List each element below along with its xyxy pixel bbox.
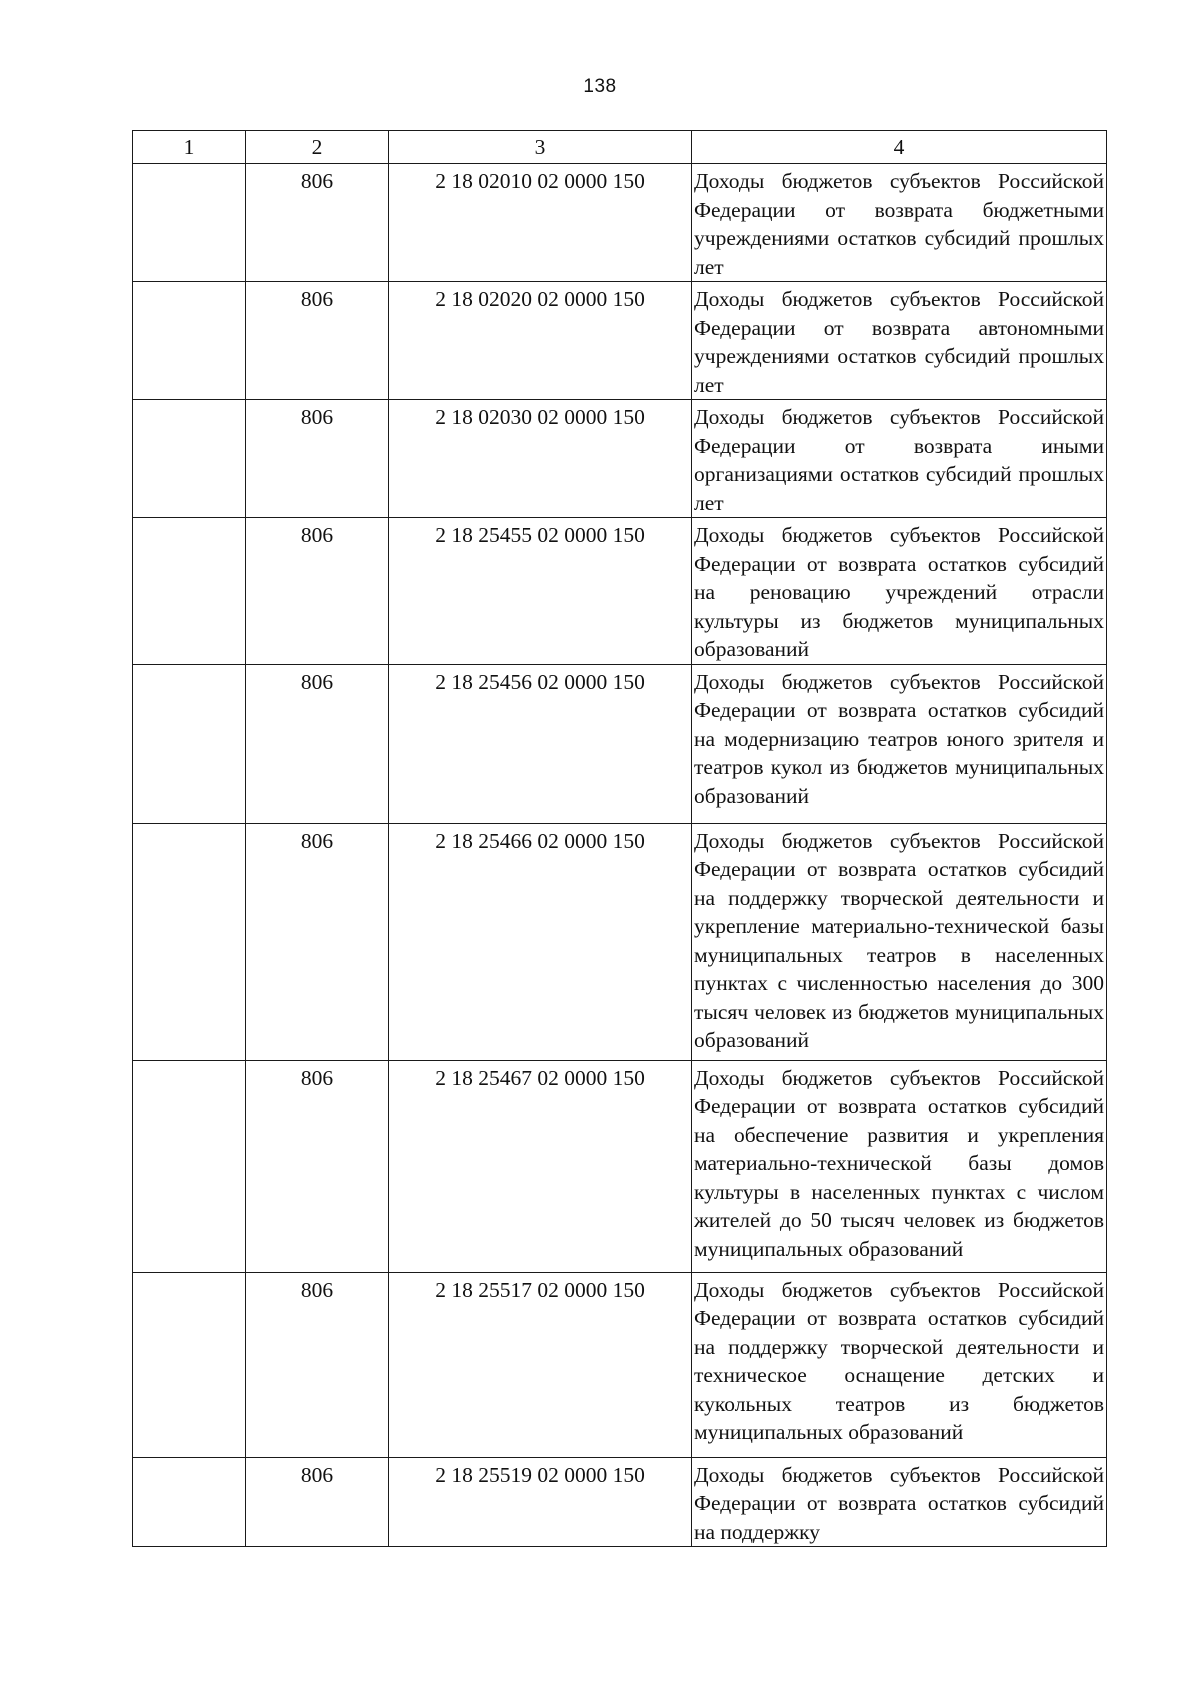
header-col-3: 3 (389, 131, 692, 164)
income-code-cell: 2 18 25467 02 0000 150 (389, 1060, 692, 1272)
income-code-cell: 2 18 25455 02 0000 150 (389, 518, 692, 665)
income-code-cell: 2 18 25466 02 0000 150 (389, 823, 692, 1060)
description-cell: Доходы бюджетов субъектов Российской Федерации от возврата остатков субсидий на обеспечение развития и укрепления материально-технической базы домов культуры в населенных пунктах с числом жителей до 50 тысяч человек из бюджетов муниципальных образований (692, 1060, 1107, 1272)
budget-income-table (132, 130, 1107, 1547)
admin-code-cell: 806 (246, 164, 389, 282)
table-row (133, 664, 1107, 823)
table-row (133, 1457, 1107, 1547)
table-row (133, 518, 1107, 665)
admin-code-cell: 806 (246, 1272, 389, 1457)
cell-col1 (133, 823, 246, 1060)
page-number: 138 (583, 76, 617, 97)
admin-code-cell: 806 (246, 400, 389, 518)
cell-col1 (133, 1060, 246, 1272)
table-row (133, 282, 1107, 400)
cell-col1 (133, 400, 246, 518)
cell-col1 (133, 518, 246, 665)
cell-col1 (133, 282, 246, 400)
admin-code-cell: 806 (246, 823, 389, 1060)
description-cell: Доходы бюджетов субъектов Российской Федерации от возврата остатков субсидий на поддержку творческой деятельности и техническое оснащение детских и кукольных театров из бюджетов муниципальных образований (692, 1272, 1107, 1457)
table-row (133, 164, 1107, 282)
table-row (133, 823, 1107, 1060)
table-header (133, 131, 1107, 164)
cell-col1 (133, 664, 246, 823)
income-code-cell: 2 18 02020 02 0000 150 (389, 282, 692, 400)
admin-code-cell: 806 (246, 1457, 389, 1547)
header-row (133, 131, 1107, 164)
admin-code-cell: 806 (246, 1060, 389, 1272)
cell-col1 (133, 1457, 246, 1547)
admin-code-cell: 806 (246, 664, 389, 823)
description-cell: Доходы бюджетов субъектов Российской Федерации от возврата остатков субсидий на модернизацию театров юного зрителя и театров кукол из бюджетов муниципальных образований (692, 664, 1107, 823)
income-code-cell: 2 18 02030 02 0000 150 (389, 400, 692, 518)
description-cell: Доходы бюджетов субъектов Российской Федерации от возврата остатков субсидий на поддержку творческой деятельности и укрепление материально-технической базы муниципальных театров в населенных пунктах с численностью населения до 300 тысяч человек из бюджетов муниципальных образований (692, 823, 1107, 1060)
description-cell: Доходы бюджетов субъектов Российской Федерации от возврата остатков субсидий на реновацию учреждений отрасли культуры из бюджетов муниципальных образований (692, 518, 1107, 665)
cell-col1 (133, 1272, 246, 1457)
header-col-2: 2 (246, 131, 389, 164)
header-col-4: 4 (692, 131, 1107, 164)
admin-code-cell: 806 (246, 518, 389, 665)
description-cell: Доходы бюджетов субъектов Российской Федерации от возврата автономными учреждениями остатков субсидий прошлых лет (692, 282, 1107, 400)
income-code-cell: 2 18 25517 02 0000 150 (389, 1272, 692, 1457)
table-row (133, 400, 1107, 518)
table-row (133, 1060, 1107, 1272)
table-row (133, 1272, 1107, 1457)
description-cell: Доходы бюджетов субъектов Российской Федерации от возврата иными организациями остатков субсидий прошлых лет (692, 400, 1107, 518)
admin-code-cell: 806 (246, 282, 389, 400)
income-code-cell: 2 18 25519 02 0000 150 (389, 1457, 692, 1547)
income-code-cell: 2 18 25456 02 0000 150 (389, 664, 692, 823)
header-col-1: 1 (133, 131, 246, 164)
income-code-cell: 2 18 02010 02 0000 150 (389, 164, 692, 282)
description-cell: Доходы бюджетов субъектов Российской Федерации от возврата бюджетными учреждениями остатков субсидий прошлых лет (692, 164, 1107, 282)
description-cell: Доходы бюджетов субъектов Российской Федерации от возврата остатков субсидий на поддержку (692, 1457, 1107, 1547)
cell-col1 (133, 164, 246, 282)
table-body (133, 164, 1107, 1547)
